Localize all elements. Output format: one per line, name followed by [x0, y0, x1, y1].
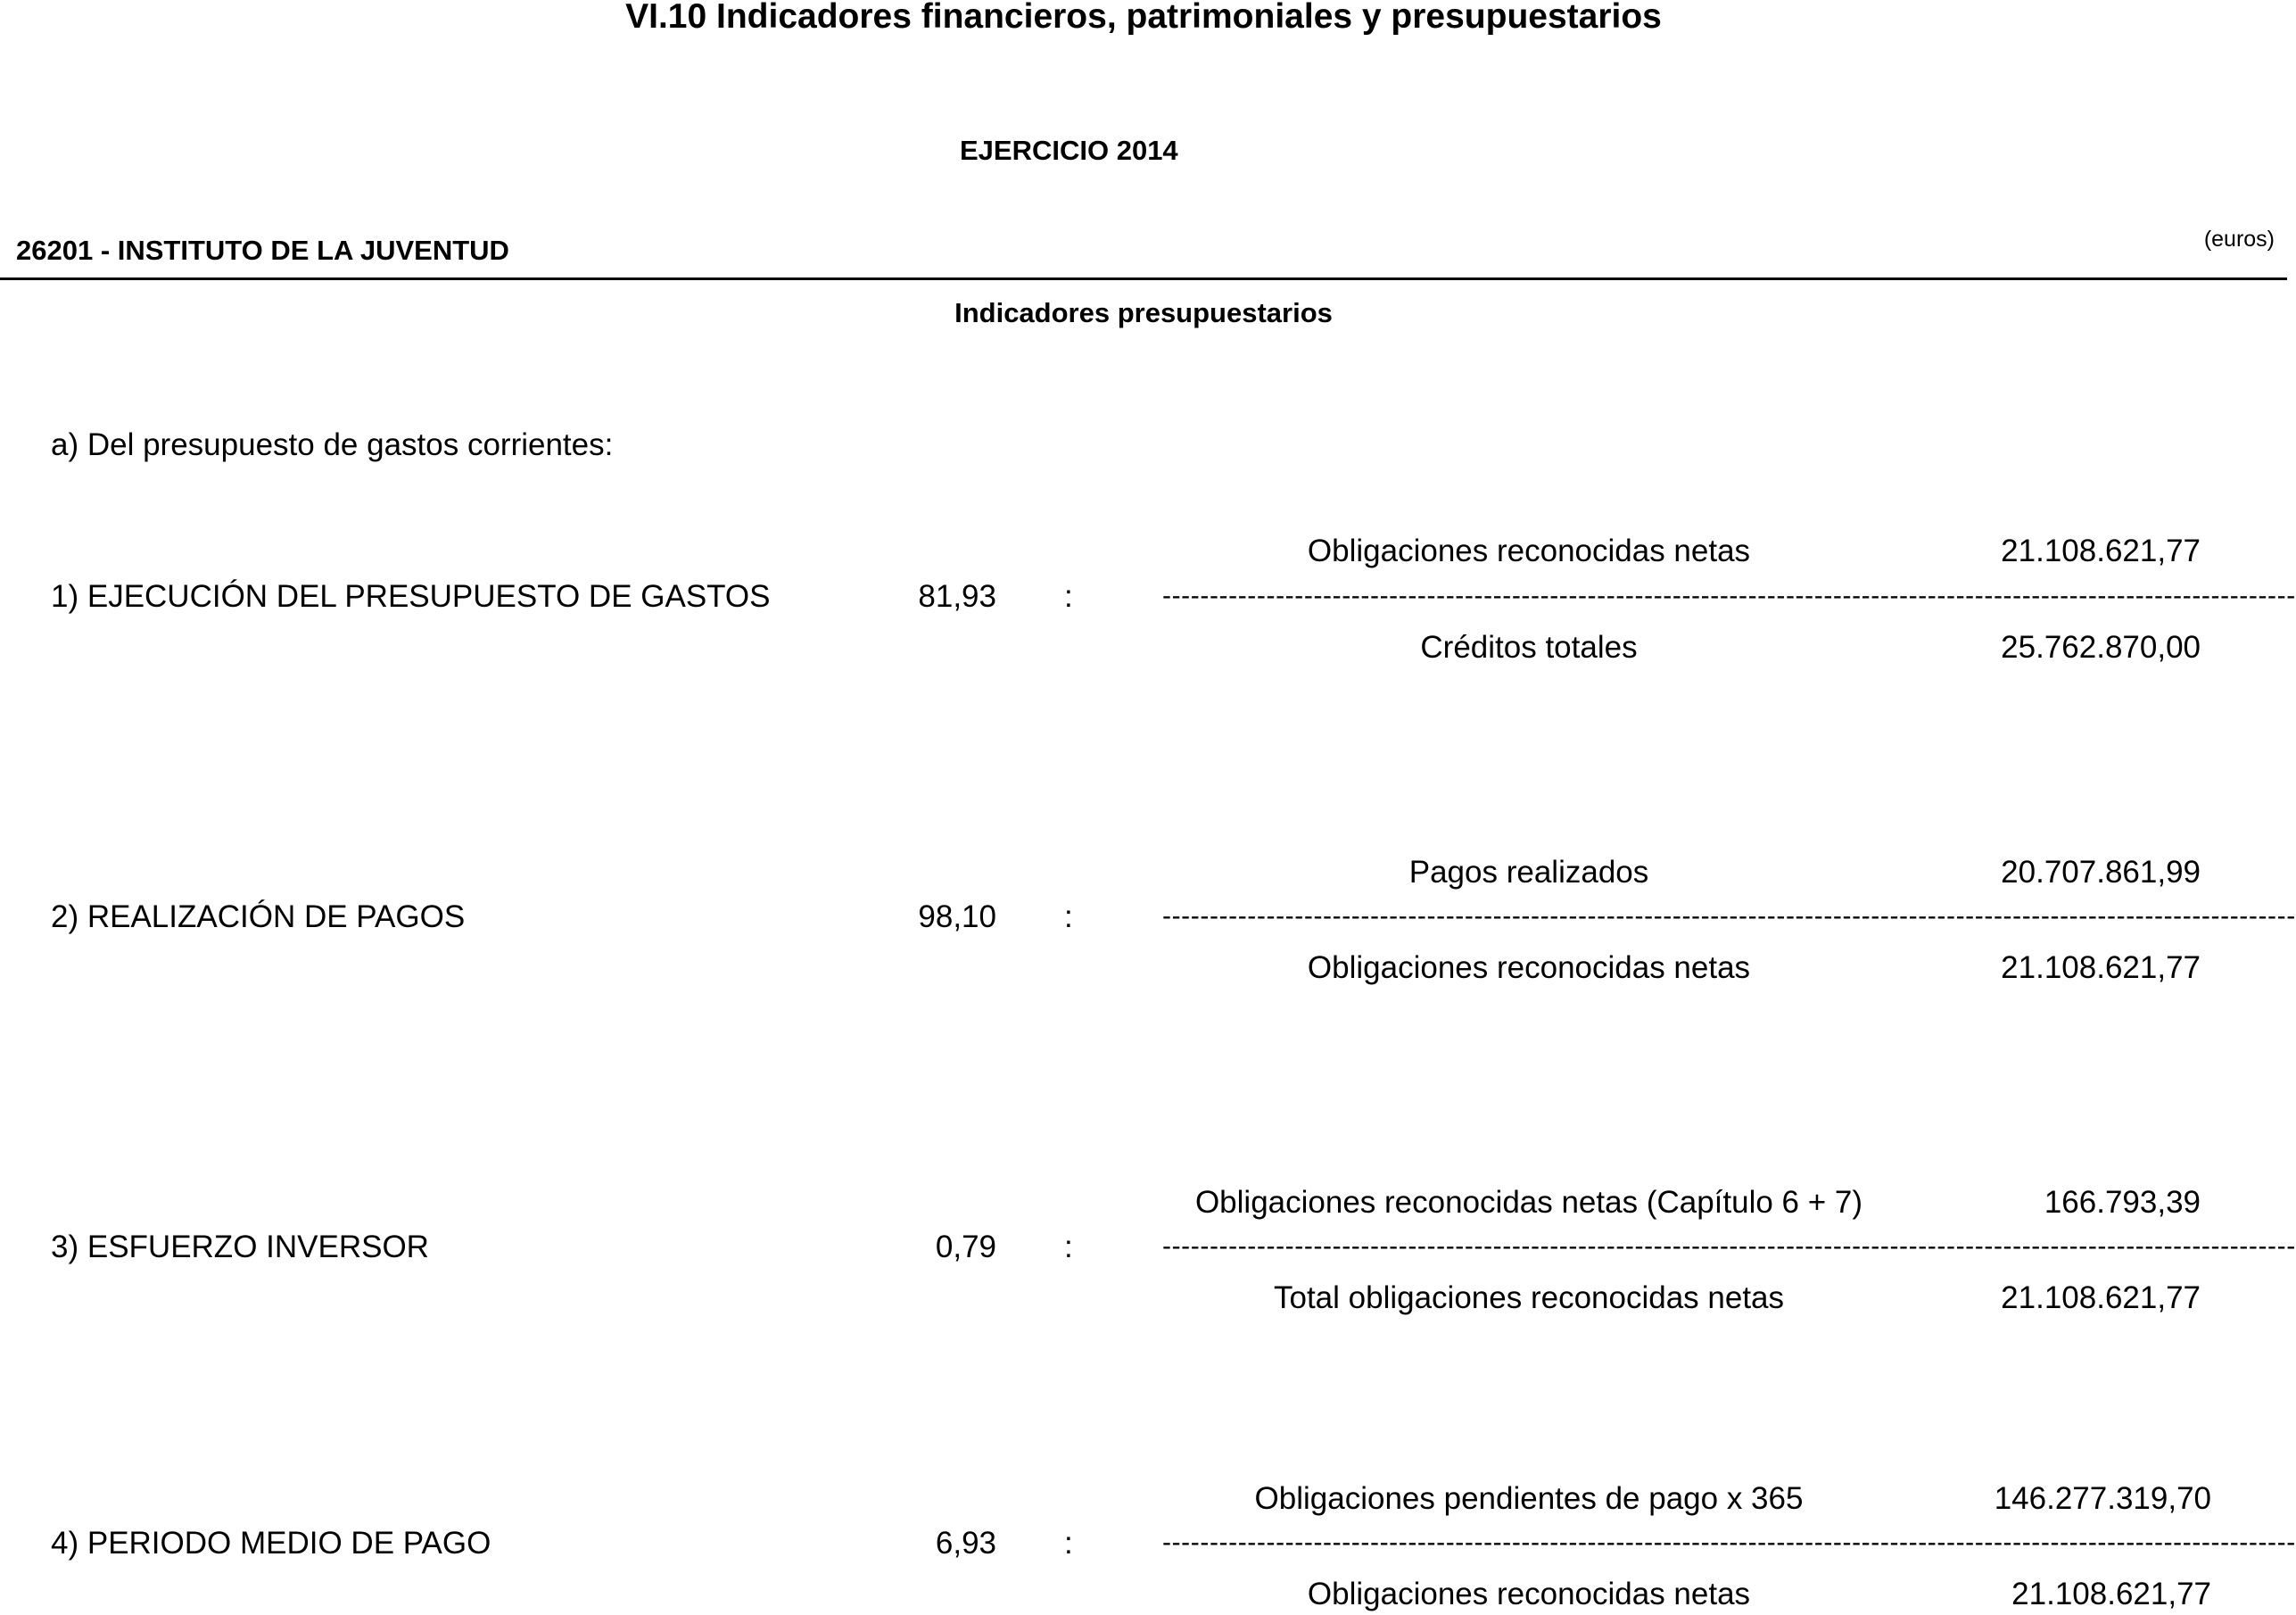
- indicator-name: 4) PERIODO MEDIO DE PAGO: [51, 1526, 491, 1561]
- denominator-label: Total obligaciones reconocidas netas: [1273, 1280, 1785, 1315]
- entity-name: 26201 - INSTITUTO DE LA JUVENTUD: [16, 235, 509, 266]
- indicator-name: 2) REALIZACIÓN DE PAGOS: [51, 899, 466, 934]
- denominator-value: 25.762.870,00: [2001, 630, 2201, 665]
- fraction-divider: ------------------------------------------------------------------------------------------------------------------------: [1162, 1528, 2296, 1557]
- indicator-separator: :: [1064, 1526, 1073, 1561]
- denominator-value: 21.108.621,77: [2001, 950, 2201, 985]
- indicator-value: 81,93: [918, 579, 996, 614]
- fraction-divider: ------------------------------------------------------------------------------------------------------------------------: [1162, 1231, 2296, 1261]
- numerator-label: Obligaciones reconocidas netas (Capítulo 6 + 7): [1194, 1185, 1863, 1220]
- denominator-label: Obligaciones reconocidas netas: [1307, 1577, 1751, 1611]
- header-rule: [0, 277, 2287, 280]
- indicator-value: 98,10: [918, 899, 996, 934]
- numerator-label: Obligaciones pendientes de pago x 365: [1254, 1481, 1804, 1516]
- page-title: VI.10 Indicadores financieros, patrimoniales y presupuestarios: [625, 0, 1662, 36]
- currency-units: (euros): [2203, 227, 2275, 252]
- subsection-title: a) Del presupuesto de gastos corrientes:: [51, 427, 614, 462]
- indicator-separator: :: [1064, 899, 1073, 934]
- numerator-value: 20.707.861,99: [2001, 855, 2201, 890]
- denominator-label: Obligaciones reconocidas netas: [1307, 950, 1751, 985]
- indicator-separator: :: [1064, 579, 1073, 614]
- denominator-value: 21.108.621,77: [2001, 1280, 2201, 1315]
- section-title: Indicadores presupuestarios: [954, 297, 1333, 328]
- numerator-label: Pagos realizados: [1408, 855, 1649, 890]
- numerator-label: Obligaciones reconocidas netas: [1307, 534, 1751, 568]
- numerator-value: 146.277.319,70: [1994, 1481, 2211, 1516]
- denominator-label: Créditos totales: [1420, 630, 1638, 665]
- numerator-value: 166.793,39: [2044, 1185, 2201, 1220]
- indicator-value: 0,79: [935, 1230, 996, 1264]
- denominator-value: 21.108.621,77: [2011, 1577, 2211, 1611]
- indicator-name: 1) EJECUCIÓN DEL PRESUPUESTO DE GASTOS: [51, 579, 771, 614]
- fraction-divider: ------------------------------------------------------------------------------------------------------------------------: [1162, 901, 2296, 931]
- indicator-value: 6,93: [935, 1526, 996, 1561]
- indicator-name: 3) ESFUERZO INVERSOR: [51, 1230, 429, 1264]
- numerator-value: 21.108.621,77: [2001, 534, 2201, 568]
- indicator-separator: :: [1064, 1230, 1073, 1264]
- fraction-divider: ------------------------------------------------------------------------------------------------------------------------: [1162, 581, 2296, 610]
- exercise-year: EJERCICIO 2014: [960, 135, 1178, 166]
